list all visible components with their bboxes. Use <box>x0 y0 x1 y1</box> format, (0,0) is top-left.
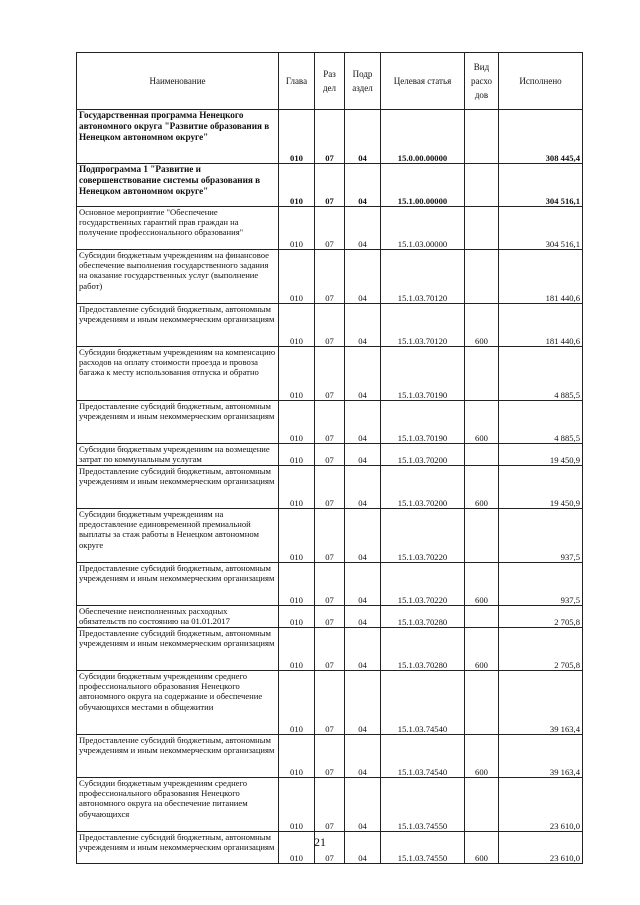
row-vid: 600 <box>465 466 499 509</box>
row-amount: 304 516,1 <box>499 207 583 250</box>
table-row <box>77 250 583 304</box>
row-name: Основное мероприятие "Обеспечение государственных гарантий прав граждан на получение профессионального образования" <box>77 207 279 250</box>
table-row <box>77 401 583 444</box>
table-row <box>77 444 583 466</box>
table-row <box>77 563 583 606</box>
row-name: Предоставление субсидий бюджетным, автономным учреждениям и иным некоммерческим организациям <box>77 304 279 347</box>
row-podrazdel: 04 <box>345 832 381 864</box>
row-razdel: 07 <box>315 563 345 606</box>
row-name: Предоставление субсидий бюджетным, автономным учреждениям и иным некоммерческим организациям <box>77 401 279 444</box>
row-podrazdel: 04 <box>345 563 381 606</box>
row-glava: 010 <box>279 832 315 864</box>
row-statya: 15.1.00.00000 <box>381 164 465 207</box>
row-podrazdel: 04 <box>345 628 381 671</box>
row-name: Субсидии бюджетным учреждениям на финансовое обеспечение выполнения государственного задания на оказание государственных услуг (выполнение работ) <box>77 250 279 304</box>
row-razdel: 07 <box>315 628 345 671</box>
row-amount: 19 450,9 <box>499 444 583 466</box>
row-podrazdel: 04 <box>345 110 381 164</box>
row-vid <box>465 606 499 628</box>
budget-table <box>76 52 583 864</box>
row-razdel: 07 <box>315 778 345 832</box>
row-podrazdel: 04 <box>345 606 381 628</box>
header-razdel: Раз дел <box>315 53 345 110</box>
table-row <box>77 606 583 628</box>
row-glava: 010 <box>279 164 315 207</box>
row-vid: 600 <box>465 401 499 444</box>
table-row <box>77 778 583 832</box>
row-name: Субсидии бюджетным учреждениям на возмещение затрат по коммунальным услугам <box>77 444 279 466</box>
row-amount: 304 516,1 <box>499 164 583 207</box>
row-name: Предоставление субсидий бюджетным, автономным учреждениям и иным некоммерческим организациям <box>77 832 279 864</box>
header-ispolneno: Исполнено <box>499 53 583 110</box>
row-razdel: 07 <box>315 250 345 304</box>
row-name: Субсидии бюджетным учреждениям на компенсацию расходов на оплату стоимости проезда и провоза багажа к месту использования отпуска и обратно <box>77 347 279 401</box>
row-podrazdel: 04 <box>345 778 381 832</box>
row-podrazdel: 04 <box>345 347 381 401</box>
table-row <box>77 347 583 401</box>
table-row <box>77 509 583 563</box>
row-statya: 15.1.03.74550 <box>381 832 465 864</box>
row-razdel: 07 <box>315 606 345 628</box>
row-amount: 181 440,6 <box>499 250 583 304</box>
row-amount: 937,5 <box>499 509 583 563</box>
table-row <box>77 164 583 207</box>
row-statya: 15.1.03.74550 <box>381 778 465 832</box>
row-razdel: 07 <box>315 164 345 207</box>
row-vid: 600 <box>465 563 499 606</box>
row-name: Субсидии бюджетным учреждениям среднего профессионального образования Ненецкого автономного округа на содержание и обеспечение обучающихся местами в общежитии <box>77 671 279 735</box>
table-row <box>77 110 583 164</box>
row-amount: 181 440,6 <box>499 304 583 347</box>
row-statya: 15.1.03.70220 <box>381 563 465 606</box>
row-amount: 937,5 <box>499 563 583 606</box>
table-row <box>77 735 583 778</box>
row-razdel: 07 <box>315 509 345 563</box>
row-vid <box>465 164 499 207</box>
header-statya: Целевая статья <box>381 53 465 110</box>
row-vid <box>465 778 499 832</box>
row-vid <box>465 509 499 563</box>
header-name: Наименование <box>77 53 279 110</box>
row-glava: 010 <box>279 304 315 347</box>
row-podrazdel: 04 <box>345 735 381 778</box>
row-statya: 15.1.03.70200 <box>381 444 465 466</box>
row-glava: 010 <box>279 778 315 832</box>
row-podrazdel: 04 <box>345 401 381 444</box>
row-amount: 2 705,8 <box>499 606 583 628</box>
row-razdel: 07 <box>315 304 345 347</box>
row-glava: 010 <box>279 509 315 563</box>
row-amount: 4 885,5 <box>499 347 583 401</box>
row-glava: 010 <box>279 401 315 444</box>
row-glava: 010 <box>279 606 315 628</box>
row-name: Предоставление субсидий бюджетным, автономным учреждениям и иным некоммерческим организациям <box>77 466 279 509</box>
row-name: Предоставление субсидий бюджетным, автономным учреждениям и иным некоммерческим организациям <box>77 563 279 606</box>
row-name: Субсидии бюджетным учреждениям среднего профессионального образования Ненецкого автономного округа на обеспечение питанием обучающихся <box>77 778 279 832</box>
row-podrazdel: 04 <box>345 509 381 563</box>
row-glava: 010 <box>279 347 315 401</box>
row-statya: 15.1.03.70280 <box>381 628 465 671</box>
row-amount: 2 705,8 <box>499 628 583 671</box>
row-statya: 15.0.00.00000 <box>381 110 465 164</box>
row-vid: 600 <box>465 628 499 671</box>
row-vid <box>465 671 499 735</box>
row-razdel: 07 <box>315 347 345 401</box>
row-glava: 010 <box>279 110 315 164</box>
row-podrazdel: 04 <box>345 466 381 509</box>
row-statya: 15.1.03.74540 <box>381 671 465 735</box>
row-statya: 15.1.03.70190 <box>381 401 465 444</box>
row-razdel: 07 <box>315 735 345 778</box>
table-row <box>77 207 583 250</box>
row-glava: 010 <box>279 563 315 606</box>
row-amount: 4 885,5 <box>499 401 583 444</box>
table-row <box>77 628 583 671</box>
row-amount: 39 163,4 <box>499 671 583 735</box>
row-glava: 010 <box>279 444 315 466</box>
row-statya: 15.1.03.70120 <box>381 304 465 347</box>
row-glava: 010 <box>279 207 315 250</box>
row-statya: 15.1.03.70280 <box>381 606 465 628</box>
row-name: Предоставление субсидий бюджетным, автономным учреждениям и иным некоммерческим организациям <box>77 735 279 778</box>
table-row <box>77 671 583 735</box>
row-name: Предоставление субсидий бюджетным, автономным учреждениям и иным некоммерческим организациям <box>77 628 279 671</box>
row-name: Обеспечение неисполненных расходных обязательств по состоянию на 01.01.2017 <box>77 606 279 628</box>
row-vid: 600 <box>465 735 499 778</box>
row-amount: 308 445,4 <box>499 110 583 164</box>
table-header-row <box>77 53 583 110</box>
row-podrazdel: 04 <box>345 250 381 304</box>
row-amount: 23 610,0 <box>499 778 583 832</box>
row-razdel: 07 <box>315 832 345 864</box>
row-podrazdel: 04 <box>345 164 381 207</box>
row-razdel: 07 <box>315 401 345 444</box>
table-body <box>77 110 583 864</box>
row-glava: 010 <box>279 628 315 671</box>
page-number: 21 <box>314 835 326 849</box>
row-name: Субсидии бюджетным учреждениям на предоставление единовременной премиальной выплаты за стаж работы в Ненецком автономном округе <box>77 509 279 563</box>
row-name: Государственная программа Ненецкого автономного округа "Развитие образования в Ненецком автономном округе" <box>77 110 279 164</box>
row-vid <box>465 444 499 466</box>
table-row <box>77 466 583 509</box>
row-vid <box>465 250 499 304</box>
row-razdel: 07 <box>315 444 345 466</box>
row-statya: 15.1.03.70220 <box>381 509 465 563</box>
row-razdel: 07 <box>315 207 345 250</box>
row-glava: 010 <box>279 735 315 778</box>
row-razdel: 07 <box>315 110 345 164</box>
row-name: Подпрограмма 1 "Развитие и совершенствование системы образования в Ненецком автономном округе" <box>77 164 279 207</box>
row-statya: 15.1.03.70190 <box>381 347 465 401</box>
row-podrazdel: 04 <box>345 304 381 347</box>
row-podrazdel: 04 <box>345 444 381 466</box>
row-razdel: 07 <box>315 466 345 509</box>
header-vid: Вид расхо дов <box>465 53 499 110</box>
row-amount: 19 450,9 <box>499 466 583 509</box>
row-vid <box>465 347 499 401</box>
row-vid: 600 <box>465 832 499 864</box>
row-podrazdel: 04 <box>345 671 381 735</box>
row-glava: 010 <box>279 671 315 735</box>
row-amount: 23 610,0 <box>499 832 583 864</box>
row-amount: 39 163,4 <box>499 735 583 778</box>
row-statya: 15.1.03.70120 <box>381 250 465 304</box>
row-glava: 010 <box>279 466 315 509</box>
row-glava: 010 <box>279 250 315 304</box>
row-podrazdel: 04 <box>345 207 381 250</box>
row-vid <box>465 110 499 164</box>
table-row <box>77 304 583 347</box>
row-statya: 15.1.03.74540 <box>381 735 465 778</box>
row-statya: 15.1.03.00000 <box>381 207 465 250</box>
row-vid <box>465 207 499 250</box>
row-statya: 15.1.03.70200 <box>381 466 465 509</box>
header-podrazdel: Подр аздел <box>345 53 381 110</box>
row-vid: 600 <box>465 304 499 347</box>
header-glava: Глава <box>279 53 315 110</box>
row-razdel: 07 <box>315 671 345 735</box>
